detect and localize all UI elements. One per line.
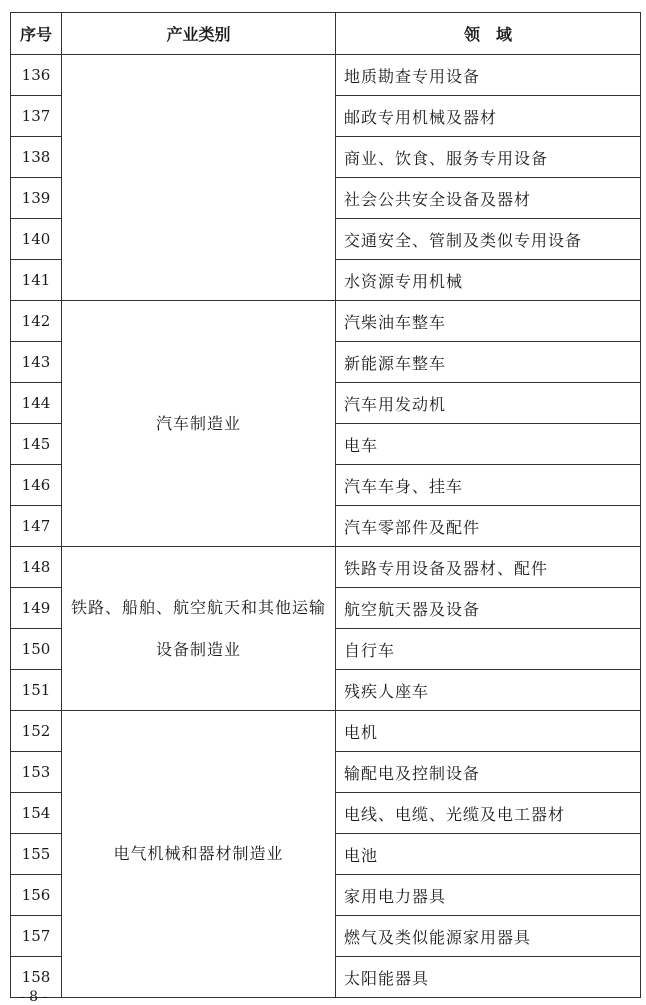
table-row bbox=[11, 55, 641, 96]
category-cell: 汽车制造业 bbox=[62, 301, 336, 547]
row-number: 138 bbox=[11, 137, 62, 178]
row-number: 157 bbox=[11, 916, 62, 957]
row-number: 139 bbox=[11, 178, 62, 219]
row-number: 145 bbox=[11, 424, 62, 465]
category-cell: 电气机械和器材制造业 bbox=[62, 711, 336, 998]
domain-cell: 电线、电缆、光缆及电工器材 bbox=[336, 793, 641, 834]
header-category: 产业类别 bbox=[62, 13, 336, 55]
domain-cell: 航空航天器及设备 bbox=[336, 588, 641, 629]
row-number: 148 bbox=[11, 547, 62, 588]
domain-cell: 汽车车身、挂车 bbox=[336, 465, 641, 506]
domain-cell: 社会公共安全设备及器材 bbox=[336, 178, 641, 219]
domain-cell: 电池 bbox=[336, 834, 641, 875]
row-number: 144 bbox=[11, 383, 62, 424]
row-number: 140 bbox=[11, 219, 62, 260]
domain-cell: 燃气及类似能源家用器具 bbox=[336, 916, 641, 957]
row-number: 146 bbox=[11, 465, 62, 506]
row-number: 155 bbox=[11, 834, 62, 875]
domain-cell: 地质勘查专用设备 bbox=[336, 55, 641, 96]
page-number: - 8 - bbox=[20, 989, 48, 1005]
domain-cell: 交通安全、管制及类似专用设备 bbox=[336, 219, 641, 260]
domain-cell: 电车 bbox=[336, 424, 641, 465]
row-number: 156 bbox=[11, 875, 62, 916]
table-header-row bbox=[11, 13, 641, 55]
header-serial: 序号 bbox=[11, 13, 62, 55]
domain-cell: 输配电及控制设备 bbox=[336, 752, 641, 793]
row-number: 147 bbox=[11, 506, 62, 547]
domain-cell: 铁路专用设备及器材、配件 bbox=[336, 547, 641, 588]
row-number: 150 bbox=[11, 629, 62, 670]
row-number: 137 bbox=[11, 96, 62, 137]
domain-cell: 商业、饮食、服务专用设备 bbox=[336, 137, 641, 178]
domain-cell: 新能源车整车 bbox=[336, 342, 641, 383]
domain-cell: 汽车零部件及配件 bbox=[336, 506, 641, 547]
domain-cell: 汽柴油车整车 bbox=[336, 301, 641, 342]
table-row bbox=[11, 547, 641, 588]
row-number: 158 bbox=[11, 957, 62, 998]
domain-cell: 家用电力器具 bbox=[336, 875, 641, 916]
row-number: 141 bbox=[11, 260, 62, 301]
row-number: 149 bbox=[11, 588, 62, 629]
table-row bbox=[11, 711, 641, 752]
row-number: 143 bbox=[11, 342, 62, 383]
domain-cell: 残疾人座车 bbox=[336, 670, 641, 711]
domain-cell: 自行车 bbox=[336, 629, 641, 670]
row-number: 136 bbox=[11, 55, 62, 96]
domain-cell: 太阳能器具 bbox=[336, 957, 641, 998]
row-number: 154 bbox=[11, 793, 62, 834]
table-row bbox=[11, 301, 641, 342]
domain-cell: 电机 bbox=[336, 711, 641, 752]
domain-cell: 邮政专用机械及器材 bbox=[336, 96, 641, 137]
row-number: 152 bbox=[11, 711, 62, 752]
row-number: 151 bbox=[11, 670, 62, 711]
industry-table bbox=[10, 12, 641, 998]
category-cell: 铁路、船舶、航空航天和其他运输设备制造业 bbox=[62, 547, 336, 711]
category-cell bbox=[62, 55, 336, 301]
header-domain: 领 域 bbox=[336, 13, 641, 55]
domain-cell: 汽车用发动机 bbox=[336, 383, 641, 424]
row-number: 142 bbox=[11, 301, 62, 342]
domain-cell: 水资源专用机械 bbox=[336, 260, 641, 301]
row-number: 153 bbox=[11, 752, 62, 793]
